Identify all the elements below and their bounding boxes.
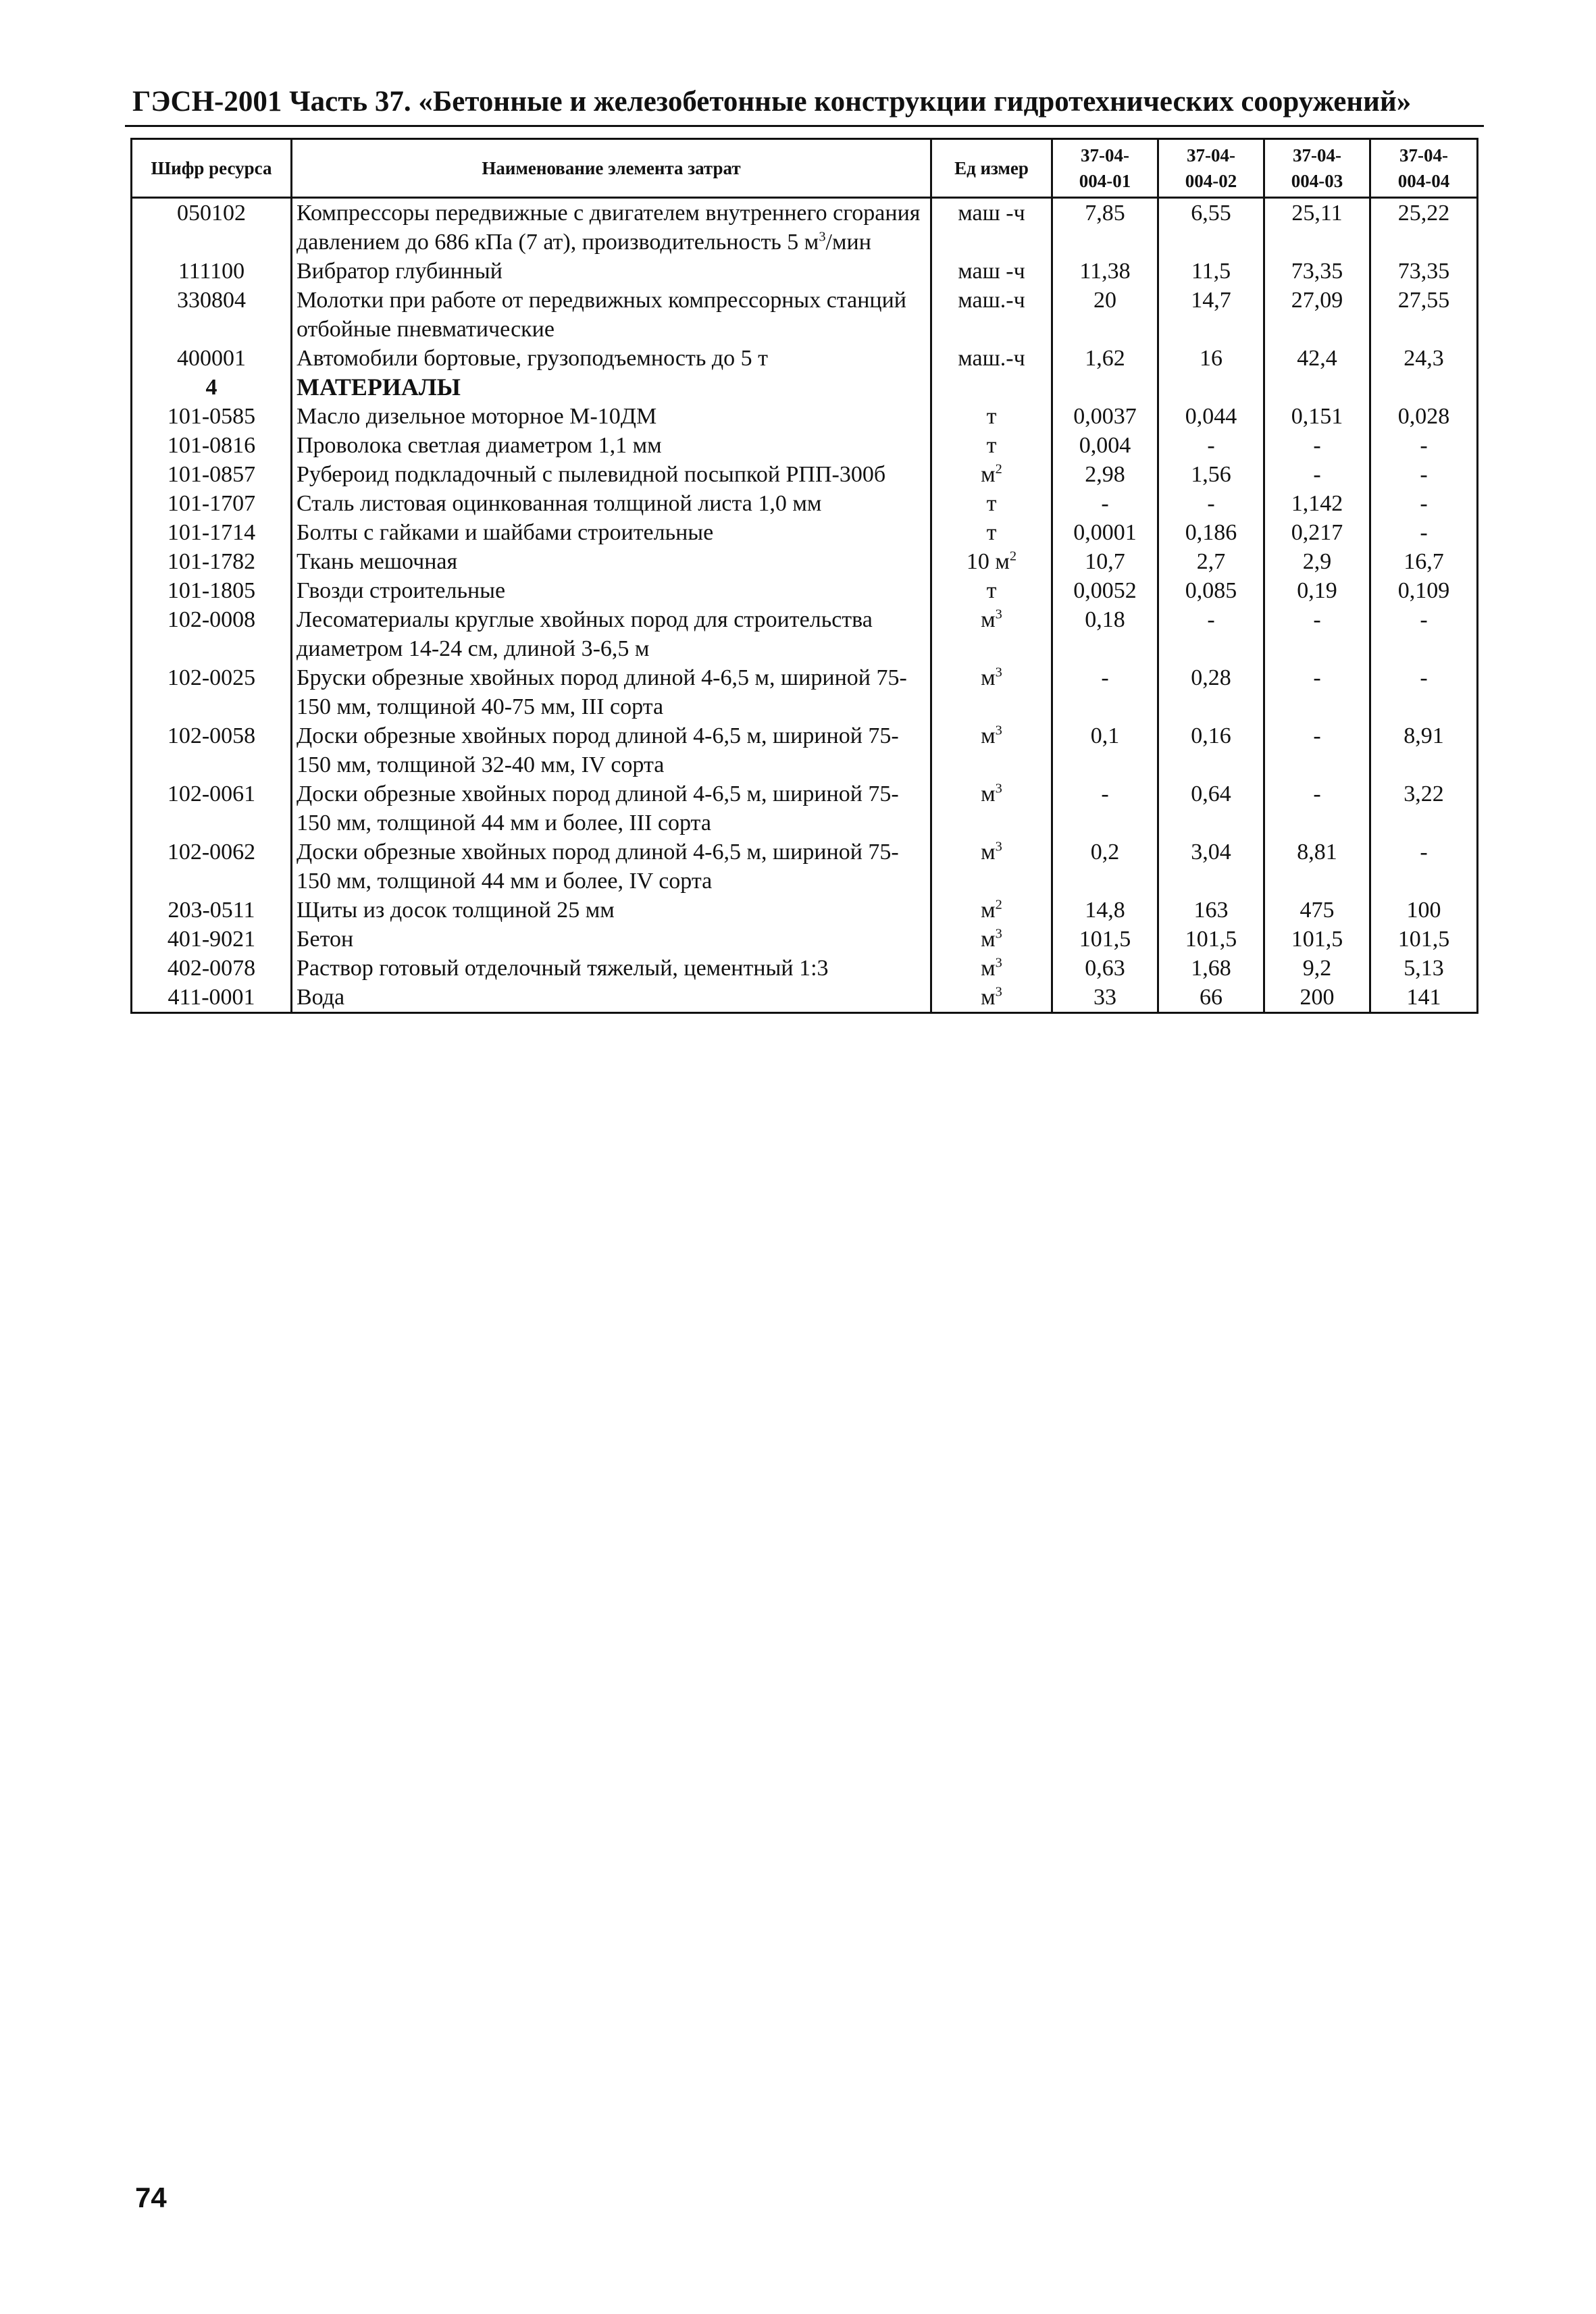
resource-name-cell: Гвозди строительные — [292, 576, 931, 605]
resource-code-cell: 102-0062 — [132, 838, 292, 896]
norm-3-value-cell: 42,4 — [1264, 344, 1370, 373]
norm-2-value-cell: 0,64 — [1158, 779, 1264, 838]
norm-4-value-cell: - — [1370, 605, 1478, 663]
norm-2-value-cell: - — [1158, 489, 1264, 518]
norm-4-value-cell: - — [1370, 489, 1478, 518]
norm-2-value-cell — [1158, 373, 1264, 402]
norm-1-value-cell: 20 — [1052, 286, 1158, 344]
table-row — [132, 983, 1478, 1013]
norm-3-value-cell: 475 — [1264, 896, 1370, 925]
norm-4-value-cell: 141 — [1370, 983, 1478, 1013]
table-row — [132, 547, 1478, 576]
resource-name-cell: Ткань мешочная — [292, 547, 931, 576]
unit-exponent: 3 — [995, 781, 1002, 796]
unit-cell: $м^3$ — [931, 925, 1052, 954]
resource-code-cell: 050102 — [132, 198, 292, 257]
unit-cell: $м^3$ — [931, 983, 1052, 1013]
unit-exponent: 3 — [995, 839, 1002, 854]
norm-4-value-cell: 100 — [1370, 896, 1478, 925]
table-row — [132, 286, 1478, 344]
norm-1-value-cell: - — [1052, 663, 1158, 721]
resource-code-cell: 102-0058 — [132, 721, 292, 779]
norm-1-value-cell: 7,85 — [1052, 198, 1158, 257]
unit-cell: $м^3$ — [931, 779, 1052, 838]
norm-code-prefix: 37-04- — [1081, 145, 1129, 165]
table-row — [132, 663, 1478, 721]
resource-name-cell: Раствор готовый отделочный тяжелый, цементный 1:3 — [292, 954, 931, 983]
section-row — [132, 373, 1478, 402]
norm-1-value-cell: 14,8 — [1052, 896, 1158, 925]
resource-name-cell: Щиты из досок толщиной 25 мм — [292, 896, 931, 925]
resource-code-cell: 203-0511 — [132, 896, 292, 925]
resource-name-cell: Болты с гайками и шайбами строительные — [292, 518, 931, 547]
norm-2-value-cell: 101,5 — [1158, 925, 1264, 954]
norm-3-value-cell: 0,151 — [1264, 402, 1370, 431]
unit-exponent: 3 — [819, 229, 826, 245]
resource-code-cell: 101-1782 — [132, 547, 292, 576]
column-header-code: Шифр ресурса — [132, 139, 292, 198]
column-header-norm-2 — [1158, 139, 1264, 198]
resource-name-cell: Бруски обрезные хвойных пород длиной 4-6,5 м, шириной 75-150 мм, толщиной 40-75 мм, III сорта — [292, 663, 931, 721]
resource-name-cell: Автомобили бортовые, грузоподъемность до 5 т — [292, 344, 931, 373]
resource-code-cell: 101-0816 — [132, 431, 292, 460]
column-header-norm-1 — [1052, 139, 1158, 198]
norm-1-value-cell: 0,004 — [1052, 431, 1158, 460]
norm-2-value-cell: 11,5 — [1158, 257, 1264, 286]
resource-code-cell: 101-0857 — [132, 460, 292, 489]
unit-exponent: 3 — [995, 665, 1002, 680]
norm-2-value-cell: 1,56 — [1158, 460, 1264, 489]
table-row — [132, 576, 1478, 605]
norm-4-value-cell: 0,028 — [1370, 402, 1478, 431]
table-body — [132, 198, 1478, 1013]
resource-name-cell: Вода — [292, 983, 931, 1013]
unit-exponent: 2 — [995, 897, 1002, 912]
norm-4-value-cell: - — [1370, 431, 1478, 460]
unit-cell: $м^3$ — [931, 605, 1052, 663]
unit-exponent: 2 — [995, 461, 1002, 477]
norm-3-value-cell: - — [1264, 663, 1370, 721]
norm-4-value-cell: - — [1370, 460, 1478, 489]
norm-3-value-cell: 8,81 — [1264, 838, 1370, 896]
unit-cell: $м^2$ — [931, 460, 1052, 489]
resource-name-cell: МАТЕРИАЛЫ — [292, 373, 931, 402]
norm-2-value-cell: 66 — [1158, 983, 1264, 1013]
norm-1-value-cell: 0,18 — [1052, 605, 1158, 663]
norm-3-value-cell: - — [1264, 779, 1370, 838]
norm-2-value-cell: 2,7 — [1158, 547, 1264, 576]
norm-3-value-cell: 0,19 — [1264, 576, 1370, 605]
resource-name-cell: Доски обрезные хвойных пород длиной 4-6,5 м, шириной 75-150 мм, толщиной 44 мм и более, IV сорта — [292, 838, 931, 896]
unit-cell: $м^3$ — [931, 954, 1052, 983]
norm-1-value-cell: 1,62 — [1052, 344, 1158, 373]
norm-1-value-cell: 101,5 — [1052, 925, 1158, 954]
unit-exponent: 3 — [995, 984, 1002, 1000]
norm-3-value-cell: 9,2 — [1264, 954, 1370, 983]
resource-name-cell: Компрессоры передвижные с двигателем внутреннего сгорания давлением до 686 кПа (7 ат), производительность 5 $м^3$/мин — [292, 198, 931, 257]
norm-4-value-cell: 27,55 — [1370, 286, 1478, 344]
unit-exponent: 3 — [995, 723, 1002, 738]
unit-cell: маш -ч — [931, 198, 1052, 257]
resource-name-cell: Доски обрезные хвойных пород длиной 4-6,5 м, шириной 75-150 мм, толщиной 44 мм и более, III сорта — [292, 779, 931, 838]
norm-2-value-cell: 0,085 — [1158, 576, 1264, 605]
table-header-row — [132, 139, 1478, 198]
norm-3-value-cell: 27,09 — [1264, 286, 1370, 344]
norm-1-value-cell: 33 — [1052, 983, 1158, 1013]
norm-code-suffix: 004-01 — [1079, 171, 1131, 191]
norm-2-value-cell: - — [1158, 605, 1264, 663]
norm-2-value-cell: 163 — [1158, 896, 1264, 925]
unit-cell: $м^3$ — [931, 838, 1052, 896]
norm-4-value-cell: 16,7 — [1370, 547, 1478, 576]
norm-1-value-cell — [1052, 373, 1158, 402]
norm-1-value-cell: 0,0052 — [1052, 576, 1158, 605]
table-row — [132, 896, 1478, 925]
norm-1-value-cell: 0,63 — [1052, 954, 1158, 983]
resource-name-cell: Проволока светлая диаметром 1,1 мм — [292, 431, 931, 460]
resource-code-cell: 101-1714 — [132, 518, 292, 547]
unit-cell: т — [931, 402, 1052, 431]
unit-exponent: 2 — [1009, 548, 1017, 564]
norm-1-value-cell: 11,38 — [1052, 257, 1158, 286]
norm-2-value-cell: 6,55 — [1158, 198, 1264, 257]
norm-3-value-cell: 73,35 — [1264, 257, 1370, 286]
norm-1-value-cell: 2,98 — [1052, 460, 1158, 489]
unit-exponent: 3 — [995, 926, 1002, 942]
resource-code-cell: 101-1707 — [132, 489, 292, 518]
norm-2-value-cell: 14,7 — [1158, 286, 1264, 344]
norm-1-value-cell: 10,7 — [1052, 547, 1158, 576]
norm-2-value-cell: 0,16 — [1158, 721, 1264, 779]
resource-code-cell: 401-9021 — [132, 925, 292, 954]
table-row — [132, 779, 1478, 838]
norm-3-value-cell: 101,5 — [1264, 925, 1370, 954]
norm-3-value-cell: 1,142 — [1264, 489, 1370, 518]
resource-code-cell: 411-0001 — [132, 983, 292, 1013]
resource-code-cell: 102-0061 — [132, 779, 292, 838]
norm-1-value-cell: 0,2 — [1052, 838, 1158, 896]
norm-4-value-cell: 5,13 — [1370, 954, 1478, 983]
norm-3-value-cell: 25,11 — [1264, 198, 1370, 257]
norm-code-prefix: 37-04- — [1399, 145, 1448, 165]
norm-2-value-cell: - — [1158, 431, 1264, 460]
unit-cell: маш -ч — [931, 257, 1052, 286]
unit-cell: т — [931, 489, 1052, 518]
table-row — [132, 721, 1478, 779]
resource-name-cell: Рубероид подкладочный с пылевидной посыпкой РПП-300б — [292, 460, 931, 489]
norm-3-value-cell: - — [1264, 460, 1370, 489]
page-number: 74 — [135, 2182, 167, 2213]
norm-2-value-cell: 3,04 — [1158, 838, 1264, 896]
norm-code-prefix: 37-04- — [1187, 145, 1235, 165]
header-rule — [125, 125, 1484, 127]
norm-1-value-cell: 0,1 — [1052, 721, 1158, 779]
resource-name-cell: Масло дизельное моторное М-10ДМ — [292, 402, 931, 431]
resource-code-cell: 101-1805 — [132, 576, 292, 605]
norm-3-value-cell — [1264, 373, 1370, 402]
table-row — [132, 431, 1478, 460]
norm-1-value-cell: 0,0037 — [1052, 402, 1158, 431]
unit-cell: т — [931, 518, 1052, 547]
table-row — [132, 605, 1478, 663]
resource-code-cell: 330804 — [132, 286, 292, 344]
unit-cell: маш.-ч — [931, 344, 1052, 373]
running-header: ГЭСН-2001 Часть 37. «Бетонные и железобетонные конструкции гидротехнических сооружений» — [132, 86, 1412, 118]
table-row — [132, 460, 1478, 489]
column-header-norm-4 — [1370, 139, 1478, 198]
unit-cell — [931, 373, 1052, 402]
norm-4-value-cell: 8,91 — [1370, 721, 1478, 779]
norm-2-value-cell: 0,28 — [1158, 663, 1264, 721]
resource-name-cell: Доски обрезные хвойных пород длиной 4-6,5 м, шириной 75-150 мм, толщиной 32-40 мм, IV сорта — [292, 721, 931, 779]
norm-4-value-cell: 25,22 — [1370, 198, 1478, 257]
norm-2-value-cell: 16 — [1158, 344, 1264, 373]
resource-name-cell: Лесоматериалы круглые хвойных пород для строительства диаметром 14-24 см, длиной 3-6,5 м — [292, 605, 931, 663]
table-row — [132, 344, 1478, 373]
unit-cell: т — [931, 431, 1052, 460]
column-header-name: Наименование элемента затрат — [292, 139, 931, 198]
norm-3-value-cell: - — [1264, 721, 1370, 779]
column-header-unit: Ед измер — [931, 139, 1052, 198]
norm-code-prefix: 37-04- — [1293, 145, 1341, 165]
unit-cell: $м^3$ — [931, 721, 1052, 779]
norm-3-value-cell: 0,217 — [1264, 518, 1370, 547]
resource-code-cell: 111100 — [132, 257, 292, 286]
norm-4-value-cell: - — [1370, 663, 1478, 721]
resource-table — [130, 138, 1478, 1014]
table-row — [132, 925, 1478, 954]
norm-2-value-cell: 0,186 — [1158, 518, 1264, 547]
unit-exponent: 3 — [995, 607, 1002, 622]
table-row — [132, 838, 1478, 896]
norm-4-value-cell: - — [1370, 518, 1478, 547]
table-row — [132, 954, 1478, 983]
resource-code-cell: 402-0078 — [132, 954, 292, 983]
norm-1-value-cell: - — [1052, 489, 1158, 518]
norm-code-suffix: 004-04 — [1397, 171, 1450, 191]
norm-3-value-cell: 2,9 — [1264, 547, 1370, 576]
norm-code-suffix: 004-02 — [1185, 171, 1237, 191]
table-row — [132, 489, 1478, 518]
resource-code-cell: 4 — [132, 373, 292, 402]
unit-cell: $м^2$ — [931, 896, 1052, 925]
unit-cell: $м^3$ — [931, 663, 1052, 721]
table-row — [132, 198, 1478, 257]
norm-4-value-cell: 73,35 — [1370, 257, 1478, 286]
norm-4-value-cell: 24,3 — [1370, 344, 1478, 373]
column-header-norm-3 — [1264, 139, 1370, 198]
unit-cell: маш.-ч — [931, 286, 1052, 344]
resource-name-cell: Вибратор глубинный — [292, 257, 931, 286]
table-row — [132, 402, 1478, 431]
norm-1-value-cell: 0,0001 — [1052, 518, 1158, 547]
resource-code-cell: 102-0025 — [132, 663, 292, 721]
norm-1-value-cell: - — [1052, 779, 1158, 838]
norm-4-value-cell: 0,109 — [1370, 576, 1478, 605]
norm-3-value-cell: - — [1264, 605, 1370, 663]
unit-cell: 10 $м^2$ — [931, 547, 1052, 576]
resource-name-cell: Бетон — [292, 925, 931, 954]
norm-4-value-cell — [1370, 373, 1478, 402]
resource-name-cell: Молотки при работе от передвижных компрессорных станций отбойные пневматические — [292, 286, 931, 344]
table-row — [132, 518, 1478, 547]
norm-4-value-cell: - — [1370, 838, 1478, 896]
norm-3-value-cell: - — [1264, 431, 1370, 460]
resource-name-cell: Сталь листовая оцинкованная толщиной листа 1,0 мм — [292, 489, 931, 518]
table-row — [132, 257, 1478, 286]
norm-2-value-cell: 0,044 — [1158, 402, 1264, 431]
unit-cell: т — [931, 576, 1052, 605]
norm-code-suffix: 004-03 — [1291, 171, 1343, 191]
norm-4-value-cell: 3,22 — [1370, 779, 1478, 838]
unit-exponent: 3 — [995, 955, 1002, 971]
resource-code-cell: 400001 — [132, 344, 292, 373]
resource-code-cell: 101-0585 — [132, 402, 292, 431]
norm-3-value-cell: 200 — [1264, 983, 1370, 1013]
resource-code-cell: 102-0008 — [132, 605, 292, 663]
norm-4-value-cell: 101,5 — [1370, 925, 1478, 954]
norm-2-value-cell: 1,68 — [1158, 954, 1264, 983]
